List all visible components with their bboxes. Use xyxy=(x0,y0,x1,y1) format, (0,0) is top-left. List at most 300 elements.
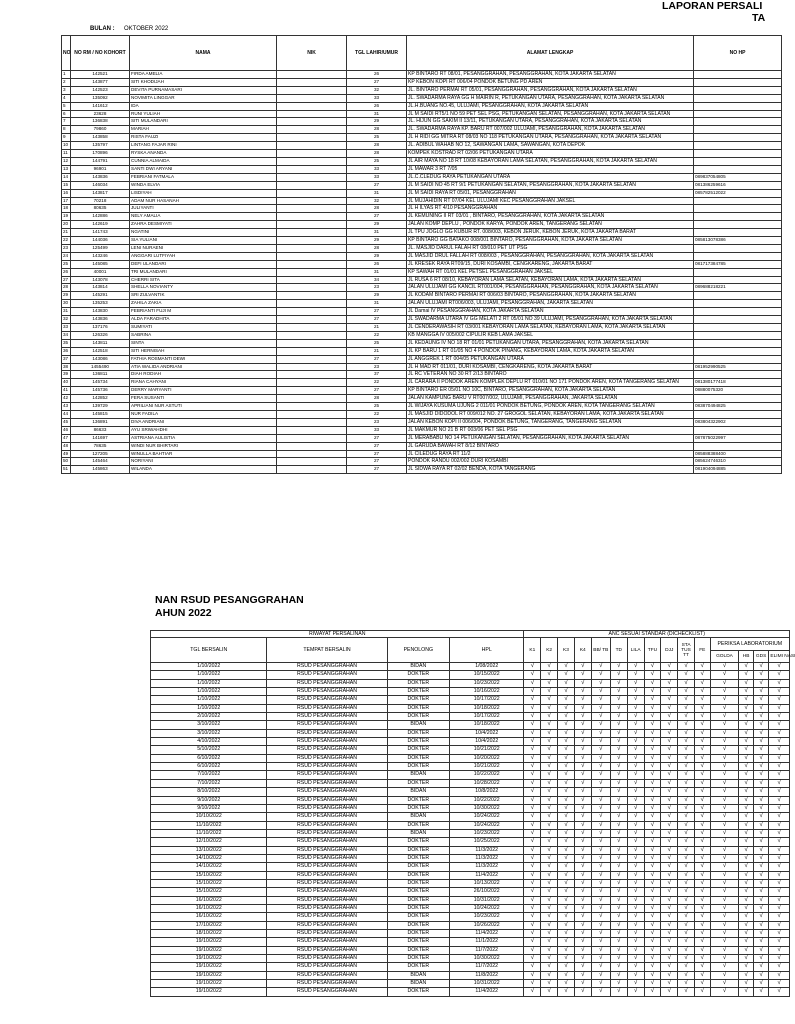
table-cell: 50 xyxy=(62,458,71,466)
table-cell: 10/24/2022 xyxy=(450,821,524,829)
table-cell: 11/3/2022 xyxy=(450,846,524,854)
table-row xyxy=(62,379,782,387)
column-header: TEMPAT BERSALIN xyxy=(267,638,387,663)
table-cell: 7/10/2022 xyxy=(151,771,267,779)
check-mark: √ xyxy=(591,946,610,954)
check-mark: √ xyxy=(661,704,678,712)
table-cell: 9/10/2022 xyxy=(151,804,267,812)
table-cell xyxy=(277,426,347,434)
table-cell: 10/23/2022 xyxy=(450,913,524,921)
table-row xyxy=(62,355,782,363)
check-mark: √ xyxy=(541,988,558,996)
check-mark: √ xyxy=(524,988,541,996)
table-cell xyxy=(277,110,347,118)
check-mark: √ xyxy=(627,754,644,762)
table-cell: 19/10/2022 xyxy=(151,971,267,979)
table-row xyxy=(62,237,782,245)
table-cell: 26 xyxy=(62,268,71,276)
check-mark: √ xyxy=(524,838,541,846)
table-cell: DOKTER xyxy=(387,930,449,938)
check-mark: √ xyxy=(558,663,575,671)
table-row xyxy=(151,771,790,779)
table-cell: 3 xyxy=(62,86,71,94)
table-cell: 13 xyxy=(62,165,71,173)
check-mark: √ xyxy=(661,980,678,988)
table-cell xyxy=(694,142,782,150)
table-cell: 141612 xyxy=(71,102,130,110)
table-cell: DOKTER xyxy=(387,671,449,679)
check-mark: √ xyxy=(769,779,790,787)
check-mark: √ xyxy=(591,988,610,996)
column-header: NAMA xyxy=(130,36,277,71)
check-mark: √ xyxy=(753,871,769,879)
table-cell: 141697 xyxy=(71,434,130,442)
table-cell: 27 xyxy=(347,450,407,458)
table-cell: 6/10/2022 xyxy=(151,754,267,762)
check-mark: √ xyxy=(574,930,591,938)
table-cell xyxy=(277,260,347,268)
table-cell xyxy=(277,442,347,450)
check-mark: √ xyxy=(627,846,644,854)
check-mark: √ xyxy=(558,896,575,904)
check-mark: √ xyxy=(541,863,558,871)
check-mark: √ xyxy=(769,788,790,796)
check-mark: √ xyxy=(661,663,678,671)
table-cell: 16 xyxy=(62,189,71,197)
table-cell: 26 xyxy=(347,71,407,79)
check-mark: √ xyxy=(610,846,627,854)
check-mark: √ xyxy=(591,679,610,687)
table-cell: PONDOK RANDU 002/002 DURI KOSAMBI xyxy=(407,458,694,466)
check-mark: √ xyxy=(678,663,695,671)
table-cell: 142886 xyxy=(71,213,130,221)
table-cell xyxy=(277,355,347,363)
table-cell: 27 xyxy=(347,78,407,86)
table-cell: 10/22/2022 xyxy=(450,771,524,779)
table-cell xyxy=(277,268,347,276)
table-cell xyxy=(277,165,347,173)
check-mark: √ xyxy=(627,888,644,896)
table-cell: 23 xyxy=(62,244,71,252)
check-mark: √ xyxy=(541,813,558,821)
check-mark: √ xyxy=(678,879,695,887)
check-mark: √ xyxy=(558,696,575,704)
table-row xyxy=(151,988,790,996)
table-cell: JL MASJID DRUL FALLAH RT 008/003 , PESANGGRAHAN, PESANGGRAHAN, KOTA JAKARTA SELATAN xyxy=(407,252,694,260)
check-mark: √ xyxy=(769,930,790,938)
check-mark: √ xyxy=(627,955,644,963)
check-mark: √ xyxy=(627,788,644,796)
table-cell: 23 xyxy=(347,418,407,426)
check-mark: √ xyxy=(541,738,558,746)
table-cell: KP BINTARO ER 05/01 NO 10C, BINTARO, PESANGGRAHAN, KOTA JAKARTA SELATAN xyxy=(407,387,694,395)
table-cell: 28 xyxy=(347,150,407,158)
check-mark: √ xyxy=(694,879,710,887)
table-cell: 11/3/2022 xyxy=(450,854,524,862)
check-mark: √ xyxy=(739,971,753,979)
column-header: TFU xyxy=(644,638,661,663)
check-mark: √ xyxy=(739,771,753,779)
table-cell: SANTI DWI ARYANI xyxy=(130,165,277,173)
table-cell: JALAN ULUJAMI GG KANCIL RT001/004, PESANGGRAHAN, PESANGGRAHAN, KOTA JAKARTA SELATAN xyxy=(407,284,694,292)
check-mark: √ xyxy=(591,721,610,729)
table-cell: DOKTER xyxy=(387,754,449,762)
check-mark: √ xyxy=(661,896,678,904)
check-mark: √ xyxy=(661,946,678,954)
table-row xyxy=(151,846,790,854)
check-mark: √ xyxy=(678,871,695,879)
check-mark: √ xyxy=(753,955,769,963)
check-mark: √ xyxy=(627,904,644,912)
table-cell: RSUD PESANGGRAHAN xyxy=(267,955,387,963)
table-cell: 25 xyxy=(62,260,71,268)
check-mark: √ xyxy=(661,913,678,921)
table-cell: 11/3/2022 xyxy=(450,863,524,871)
table-cell: 33 xyxy=(347,94,407,102)
table-cell: 10/24/2022 xyxy=(450,904,524,912)
table-cell: 135797 xyxy=(71,142,130,150)
table-cell: RSUD PESANGGRAHAN xyxy=(267,671,387,679)
table-cell: 135253 xyxy=(71,300,130,308)
report-subtitle-line2: AHUN 2022 xyxy=(155,607,212,619)
table-cell: 16/10/2022 xyxy=(151,904,267,912)
check-mark: √ xyxy=(610,854,627,862)
table-row xyxy=(62,268,782,276)
table-cell: RSUD PESANGGRAHAN xyxy=(267,963,387,971)
header-row xyxy=(151,638,790,651)
check-mark: √ xyxy=(558,871,575,879)
check-mark: √ xyxy=(558,904,575,912)
table-cell: RSUD PESANGGRAHAN xyxy=(267,888,387,896)
check-mark: √ xyxy=(739,763,753,771)
table-cell: RSUD PESANGGRAHAN xyxy=(267,713,387,721)
table-cell: 081380177418 xyxy=(694,379,782,387)
table-row xyxy=(62,102,782,110)
table-cell: 10/21/2022 xyxy=(450,763,524,771)
check-mark: √ xyxy=(694,821,710,829)
check-mark: √ xyxy=(694,955,710,963)
check-mark: √ xyxy=(661,863,678,871)
check-mark: √ xyxy=(558,813,575,821)
table-cell xyxy=(694,308,782,316)
table-cell: 37 xyxy=(347,371,407,379)
check-mark: √ xyxy=(694,796,710,804)
check-mark: √ xyxy=(710,804,739,812)
check-mark: √ xyxy=(661,696,678,704)
table-cell: 7 xyxy=(62,118,71,126)
check-mark: √ xyxy=(753,671,769,679)
check-mark: √ xyxy=(574,779,591,787)
table-cell xyxy=(694,355,782,363)
check-mark: √ xyxy=(524,829,541,837)
table-row xyxy=(151,813,790,821)
table-cell: 083870494825 xyxy=(694,403,782,411)
check-mark: √ xyxy=(739,846,753,854)
check-mark: √ xyxy=(574,729,591,737)
check-mark: √ xyxy=(678,854,695,862)
check-mark: √ xyxy=(591,771,610,779)
table-cell xyxy=(277,126,347,134)
table-cell: JL. HIJUN GG SAKIM II 13/11, PETUKANGAN UTARA, PESANGGRAHAN, KOTA JAKARTA SELATAN xyxy=(407,118,694,126)
check-mark: √ xyxy=(661,921,678,929)
check-mark: √ xyxy=(769,713,790,721)
table-cell: 27 xyxy=(347,316,407,324)
table-cell: RSUD PESANGGRAHAN xyxy=(267,980,387,988)
table-cell: 25 xyxy=(347,134,407,142)
table-cell: 18 xyxy=(62,205,71,213)
table-cell: 43 xyxy=(62,403,71,411)
table-cell: 25 xyxy=(347,403,407,411)
table-cell: 29 xyxy=(347,292,407,300)
check-mark: √ xyxy=(558,846,575,854)
check-mark: √ xyxy=(661,888,678,896)
table-row xyxy=(62,308,782,316)
check-mark: √ xyxy=(541,696,558,704)
check-mark: √ xyxy=(694,804,710,812)
table-cell: DOKTER xyxy=(387,955,449,963)
table-cell xyxy=(277,157,347,165)
check-mark: √ xyxy=(661,904,678,912)
table-row xyxy=(151,738,790,746)
check-mark: √ xyxy=(541,829,558,837)
table-cell: JL. ADIBUL WAHAB NO 12, SAWANGAN LAMA, SAWANGAN, KOTA DEPOK xyxy=(407,142,694,150)
table-cell: RISTA FAUZI xyxy=(130,134,277,142)
table-cell: 19/10/2022 xyxy=(151,963,267,971)
check-mark: √ xyxy=(541,980,558,988)
check-mark: √ xyxy=(574,663,591,671)
check-mark: √ xyxy=(694,679,710,687)
table-cell: SIA YULIANI xyxy=(130,237,277,245)
check-mark: √ xyxy=(753,896,769,904)
table-cell: JL KODAM BINTARO PERMAI RT 006/03 BINTARO, PESANGGRAHAN, KOTA JAKARTA SELATAN xyxy=(407,292,694,300)
table-row xyxy=(151,688,790,696)
check-mark: √ xyxy=(769,763,790,771)
check-mark: √ xyxy=(591,838,610,846)
table-row xyxy=(151,821,790,829)
table-cell: 31 xyxy=(347,229,407,237)
table-cell: 28 xyxy=(347,244,407,252)
table-row xyxy=(62,331,782,339)
check-mark: √ xyxy=(739,946,753,954)
table-cell: RSUD PESANGGRAHAN xyxy=(267,821,387,829)
check-mark: √ xyxy=(661,738,678,746)
check-mark: √ xyxy=(524,796,541,804)
check-mark: √ xyxy=(661,671,678,679)
table-cell xyxy=(277,150,347,158)
check-mark: √ xyxy=(694,888,710,896)
check-mark: √ xyxy=(574,904,591,912)
table-cell xyxy=(277,102,347,110)
check-mark: √ xyxy=(524,713,541,721)
check-mark: √ xyxy=(769,838,790,846)
table-cell: 145464 xyxy=(71,458,130,466)
table-cell: 2 xyxy=(62,78,71,86)
bulan-value: OKTOBER 2022 xyxy=(124,26,169,32)
check-mark: √ xyxy=(558,838,575,846)
check-mark: √ xyxy=(574,679,591,687)
table-cell xyxy=(277,181,347,189)
table-row xyxy=(151,863,790,871)
check-mark: √ xyxy=(694,746,710,754)
table-row xyxy=(62,126,782,134)
check-mark: √ xyxy=(769,721,790,729)
check-mark: √ xyxy=(610,754,627,762)
check-mark: √ xyxy=(678,946,695,954)
check-mark: √ xyxy=(591,871,610,879)
table-cell xyxy=(277,134,347,142)
table-cell: RSUD PESANGGRAHAN xyxy=(267,946,387,954)
table-cell: 1/10/2022 xyxy=(151,679,267,687)
check-mark: √ xyxy=(627,688,644,696)
table-cell: 081904094885 xyxy=(694,466,782,474)
check-mark: √ xyxy=(678,796,695,804)
check-mark: √ xyxy=(541,796,558,804)
check-mark: √ xyxy=(661,854,678,862)
table-cell: 19/10/2022 xyxy=(151,946,267,954)
check-mark: √ xyxy=(541,896,558,904)
check-mark: √ xyxy=(694,846,710,854)
check-mark: √ xyxy=(558,963,575,971)
check-mark: √ xyxy=(610,921,627,929)
table-cell: DOKTER xyxy=(387,963,449,971)
check-mark: √ xyxy=(558,938,575,946)
check-mark: √ xyxy=(769,671,790,679)
check-mark: √ xyxy=(610,896,627,904)
check-mark: √ xyxy=(524,938,541,946)
table-row xyxy=(62,244,782,252)
table-row xyxy=(62,418,782,426)
check-mark: √ xyxy=(627,988,644,996)
check-mark: √ xyxy=(661,846,678,854)
check-mark: √ xyxy=(524,955,541,963)
table-cell: 24 xyxy=(62,252,71,260)
check-mark: √ xyxy=(739,729,753,737)
table-cell: JL SIDWA RAYA RT 02/02 BENDA, KOTA TANGERANG xyxy=(407,466,694,474)
check-mark: √ xyxy=(627,921,644,929)
check-mark: √ xyxy=(661,779,678,787)
check-mark: √ xyxy=(661,763,678,771)
table-cell: SABRINA xyxy=(130,331,277,339)
check-mark: √ xyxy=(644,829,661,837)
table-cell xyxy=(694,316,782,324)
table-cell xyxy=(277,252,347,260)
check-mark: √ xyxy=(610,971,627,979)
table-cell: FEBRIANTI FUJI M xyxy=(130,308,277,316)
table-row xyxy=(151,679,790,687)
check-mark: √ xyxy=(769,738,790,746)
check-mark: √ xyxy=(627,671,644,679)
table-cell: 18/10/2022 xyxy=(151,930,267,938)
table-cell: DOKTER xyxy=(387,879,449,887)
check-mark: √ xyxy=(661,804,678,812)
table-cell: DOKTER xyxy=(387,804,449,812)
table-cell: DOKTER xyxy=(387,871,449,879)
persalinan-table xyxy=(150,630,795,997)
check-mark: √ xyxy=(739,796,753,804)
check-mark: √ xyxy=(739,963,753,971)
table-cell: DOKTER xyxy=(387,946,449,954)
table-cell xyxy=(277,284,347,292)
table-cell: DERRY MARYANTI xyxy=(130,387,277,395)
table-row xyxy=(62,292,782,300)
column-header: K3 xyxy=(558,638,575,663)
table-cell: RSUD PESANGGRAHAN xyxy=(267,796,387,804)
check-mark: √ xyxy=(739,804,753,812)
check-mark: √ xyxy=(610,688,627,696)
check-mark: √ xyxy=(644,729,661,737)
table-cell xyxy=(694,395,782,403)
check-mark: √ xyxy=(524,813,541,821)
table-cell xyxy=(277,237,347,245)
table-cell: SITI HERNISAH xyxy=(130,347,277,355)
check-mark: √ xyxy=(591,854,610,862)
table-cell: 11/8/2022 xyxy=(450,971,524,979)
table-cell: BIDAN xyxy=(387,829,449,837)
table-row xyxy=(62,142,782,150)
table-cell xyxy=(277,466,347,474)
table-cell xyxy=(694,300,782,308)
table-cell: FIRDA AMELIA xyxy=(130,71,277,79)
check-mark: √ xyxy=(678,821,695,829)
table-cell: 143817 xyxy=(71,189,130,197)
check-mark: √ xyxy=(678,671,695,679)
check-mark: √ xyxy=(739,988,753,996)
check-mark: √ xyxy=(591,663,610,671)
table-cell: DEFI ULANDARI xyxy=(130,260,277,268)
header-row xyxy=(151,631,790,638)
table-cell: 41 xyxy=(62,387,71,395)
check-mark: √ xyxy=(541,946,558,954)
check-mark: √ xyxy=(574,696,591,704)
check-mark: √ xyxy=(541,713,558,721)
table-cell: 085624746310 xyxy=(694,458,782,466)
check-mark: √ xyxy=(524,930,541,938)
check-mark: √ xyxy=(627,663,644,671)
table-cell: RSUD PESANGGRAHAN xyxy=(267,746,387,754)
table-cell xyxy=(694,331,782,339)
check-mark: √ xyxy=(610,938,627,946)
table-cell: FERA SUSANTI xyxy=(130,395,277,403)
check-mark: √ xyxy=(574,955,591,963)
check-mark: √ xyxy=(739,838,753,846)
table-cell: 11 xyxy=(62,150,71,158)
check-mark: √ xyxy=(710,721,739,729)
table-cell xyxy=(277,379,347,387)
table-cell: RSUD PESANGGRAHAN xyxy=(267,679,387,687)
check-mark: √ xyxy=(710,779,739,787)
check-mark: √ xyxy=(694,930,710,938)
check-mark: √ xyxy=(753,930,769,938)
check-mark: √ xyxy=(694,738,710,746)
check-mark: √ xyxy=(739,713,753,721)
table-cell: RUNI YULIAH xyxy=(130,110,277,118)
check-mark: √ xyxy=(678,955,695,963)
table-row xyxy=(62,300,782,308)
table-cell: 33 xyxy=(347,165,407,173)
table-cell xyxy=(277,308,347,316)
table-cell: 27 xyxy=(347,458,407,466)
check-mark: √ xyxy=(574,871,591,879)
check-mark: √ xyxy=(574,829,591,837)
table-cell: 3/10/2022 xyxy=(151,729,267,737)
check-mark: √ xyxy=(739,688,753,696)
table-cell xyxy=(277,118,347,126)
table-cell: JL M SAIDI RAYA RT 05/01, PESANGGRAHAN xyxy=(407,189,694,197)
check-mark: √ xyxy=(739,779,753,787)
table-cell: 26/10/2022 xyxy=(450,888,524,896)
table-cell: JL RC VETERAN NO 30 RT 2/13 BINTARO xyxy=(407,371,694,379)
check-mark: √ xyxy=(627,704,644,712)
